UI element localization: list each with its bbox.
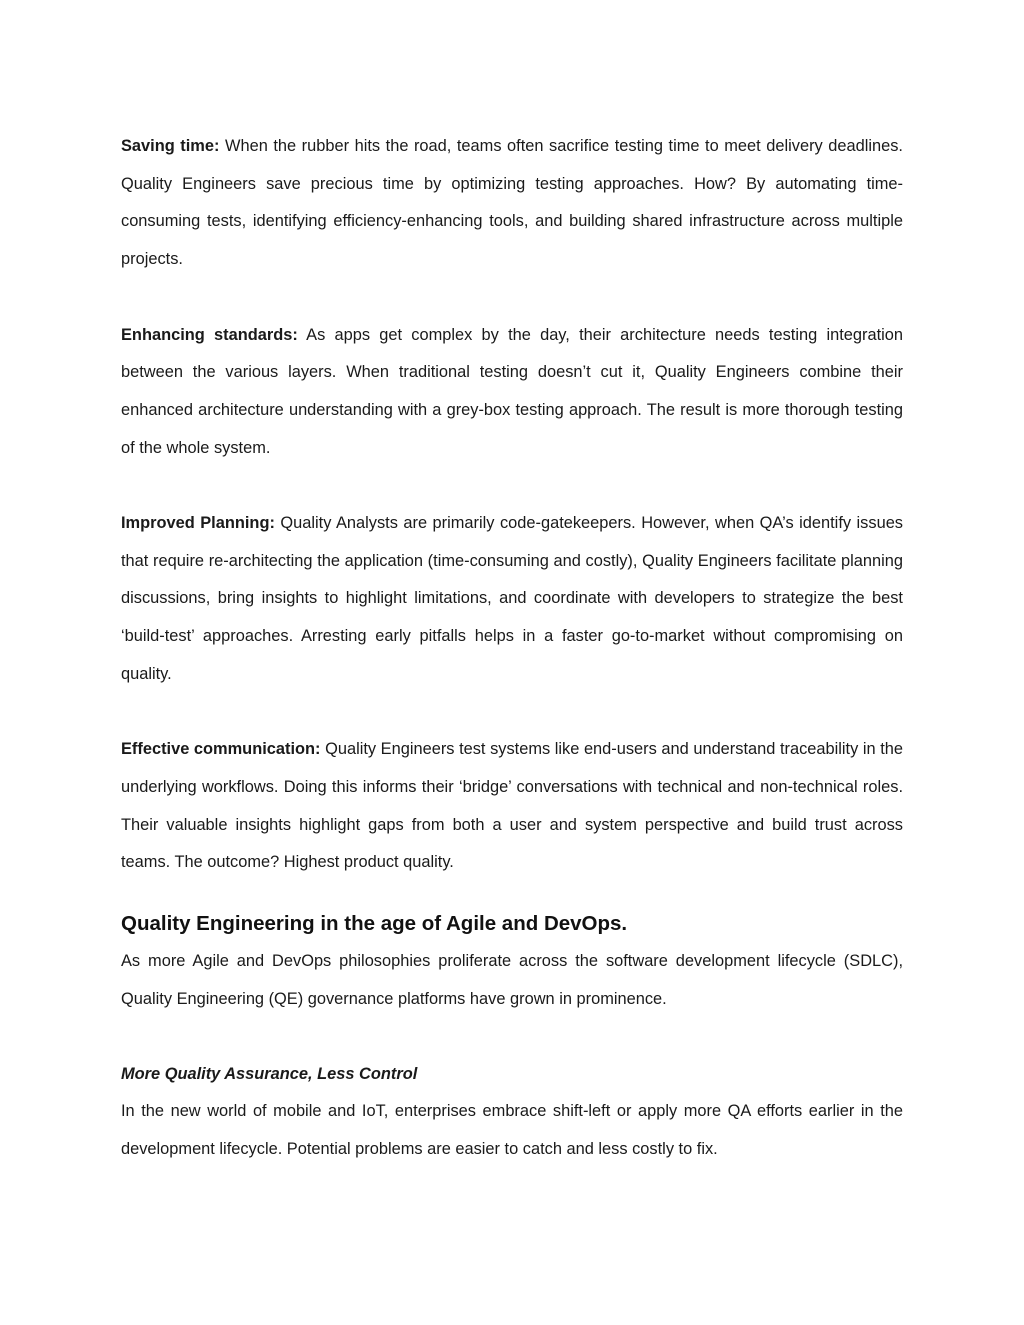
subheading: More Quality Assurance, Less Control bbox=[121, 1065, 418, 1084]
term-saving-time: Saving time: bbox=[121, 137, 220, 155]
term-enhancing-standards: Enhancing standards: bbox=[121, 325, 298, 344]
term-improved-planning: Improved Planning: bbox=[121, 514, 275, 532]
paragraph-effective-communication bbox=[121, 731, 903, 882]
paragraph-saving-time bbox=[121, 128, 903, 279]
paragraph-enhancing-standards bbox=[121, 317, 903, 468]
paragraph-text: Quality Engineers test systems like end-users and understand traceability in the underlying workflows. Doing this informs their ‘bridge’ conversations with technical and non-technical roles. Their valuable insights highlight gaps from both a user and system perspective and build trust across teams. The outcome? Highest product quality. bbox=[121, 740, 903, 872]
paragraph-text: Quality Analysts are primarily code-gatekeepers. However, when QA’s identify issues that require re-architecting the application (time-consuming and costly), Quality Engineers facilitate planning discussions, bring insights to highlight limitations, and coordinate with developers to strategize the best ‘build-test’ approaches. Arresting early pitfalls helps in a faster go-to-market without compromising on quality. bbox=[121, 514, 903, 683]
paragraph-improved-planning bbox=[121, 505, 903, 694]
document-body bbox=[121, 128, 903, 1169]
section-heading: Quality Engineering in the age of Agile and DevOps. bbox=[121, 912, 628, 936]
paragraph-text: When the rubber hits the road, teams often sacrifice testing time to meet delivery deadlines. Quality Engineers save precious time by optimizing testing approaches. How? By automating time-consuming tests, identifying efficiency-enhancing tools, and building shared infrastructure across multiple projects. bbox=[121, 137, 903, 269]
term-effective-communication: Effective communication: bbox=[121, 740, 321, 759]
section-intro-paragraph: As more Agile and DevOps philosophies proliferate across the software development lifecycle (SDLC), Quality Engineering (QE) governance platforms have grown in prominence. bbox=[121, 952, 903, 1008]
paragraph-text: As apps get complex by the day, their architecture needs testing integration between the various layers. When traditional testing doesn’t cut it, Quality Engineers combine their enhanced architecture understanding with a grey-box testing approach. The result is more thorough testing of the whole system. bbox=[121, 325, 903, 457]
subsection-body-paragraph: In the new world of mobile and IoT, enterprises embrace shift-left or apply more QA efforts earlier in the development lifecycle. Potential problems are easier to catch and less costly to fix. bbox=[121, 1102, 903, 1159]
